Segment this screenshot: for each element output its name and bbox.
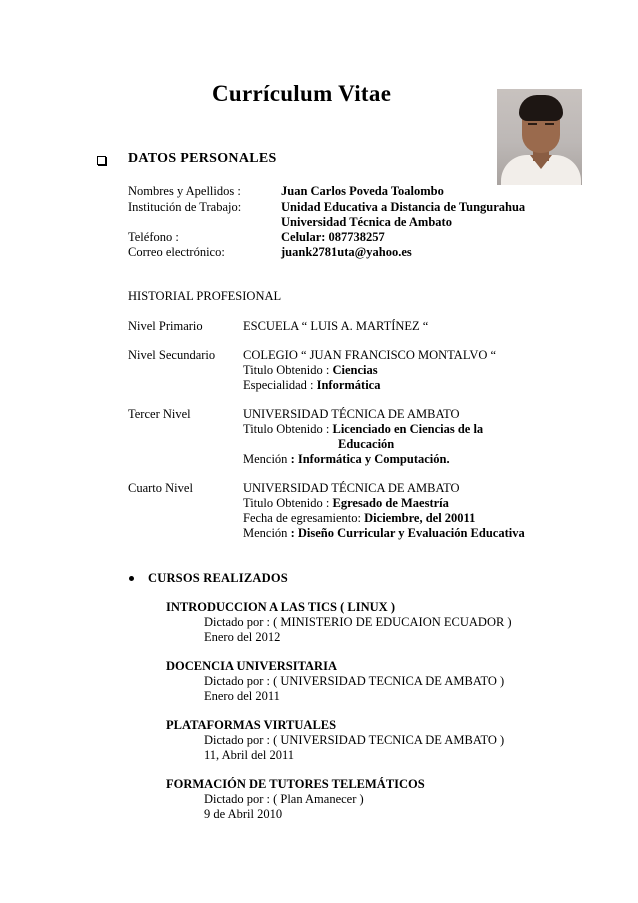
course-name: INTRODUCCION A LAS TICS ( LINUX ) [166, 600, 395, 614]
degree-label: Titulo Obtenido : [243, 422, 333, 436]
degree-label: Titulo Obtenido : [243, 496, 333, 510]
school-name: COLEGIO “ JUAN FRANCISCO MONTALVO “ [243, 348, 497, 362]
field-label: Institución de Trabajo: [128, 200, 242, 214]
school-name: ESCUELA “ LUIS A. MARTÍNEZ “ [243, 319, 429, 333]
field-label: Nombres y Apellidos : [128, 184, 241, 198]
mention-value: : Diseño Curricular y Evaluación Educativa [290, 526, 525, 540]
specialty-label: Especialidad : [243, 378, 317, 392]
school-name: UNIVERSIDAD TÉCNICA DE AMBATO [243, 481, 460, 495]
section-heading-historial: HISTORIAL PROFESIONAL [128, 289, 282, 303]
graduation-date-label: Fecha de egresamiento: [243, 511, 365, 525]
section-heading-cursos: CURSOS REALIZADOS [148, 571, 288, 585]
graduation-date-line [243, 511, 475, 526]
course-date: 11, Abril del 2011 [204, 748, 295, 762]
level-label: Nivel Primario [128, 319, 203, 333]
email-value: juank2781uta@yahoo.es [281, 245, 412, 259]
field-value: Unidad Educativa a Distancia de Tungurahua [281, 200, 526, 214]
course-instructor: Dictado por : ( MINISTERIO DE EDUCAION ECUADOR ) [204, 615, 512, 629]
degree-label: Titulo Obtenido : [243, 363, 333, 377]
field-value: Juan Carlos Poveda Toalombo [281, 184, 444, 198]
mention-line [243, 452, 450, 467]
specialty-line [243, 378, 380, 393]
mention-label: Mención [243, 452, 291, 466]
graduation-date-value: Diciembre, del 20011 [364, 511, 476, 525]
degree-line [243, 363, 378, 378]
course-name: DOCENCIA UNIVERSITARIA [166, 659, 337, 673]
course-instructor: Dictado por : ( UNIVERSIDAD TECNICA DE AMBATO ) [204, 733, 505, 747]
specialty-value: Informática [316, 378, 381, 392]
degree-line [243, 496, 449, 511]
page-title: Currículum Vitae [212, 81, 392, 106]
mention-label: Mención [243, 526, 291, 540]
degree-value: Ciencias [332, 363, 378, 377]
mention-line [243, 526, 525, 541]
course-instructor: Dictado por : ( Plan Amanecer ) [204, 792, 364, 806]
field-value: Celular: 087738257 [281, 230, 385, 244]
course-instructor: Dictado por : ( UNIVERSIDAD TECNICA DE AMBATO ) [204, 674, 505, 688]
school-name: UNIVERSIDAD TÉCNICA DE AMBATO [243, 407, 460, 421]
field-value: Universidad Técnica de Ambato [281, 215, 452, 229]
mention-value: : Informática y Computación. [290, 452, 450, 466]
field-label: Teléfono : [128, 230, 179, 244]
degree-value-continued: Educación [338, 437, 395, 451]
course-date: Enero del 2012 [204, 630, 281, 644]
degree-value: Licenciado en Ciencias de la [332, 422, 484, 436]
course-name: FORMACIÓN DE TUTORES TELEMÁTICOS [166, 777, 425, 791]
square-bullet-icon [97, 156, 106, 165]
level-label: Nivel Secundario [128, 348, 216, 362]
course-date: 9 de Abril 2010 [204, 807, 283, 821]
degree-value: Egresado de Maestría [332, 496, 449, 510]
level-label: Tercer Nivel [128, 407, 191, 421]
field-label: Correo electrónico: [128, 245, 225, 259]
profile-photo [497, 89, 582, 185]
course-name: PLATAFORMAS VIRTUALES [166, 718, 337, 732]
course-date: Enero del 2011 [204, 689, 280, 703]
level-label: Cuarto Nivel [128, 481, 193, 495]
section-heading-datos: DATOS PERSONALES [128, 151, 277, 166]
bullet-icon [129, 576, 134, 581]
degree-line [243, 422, 483, 437]
